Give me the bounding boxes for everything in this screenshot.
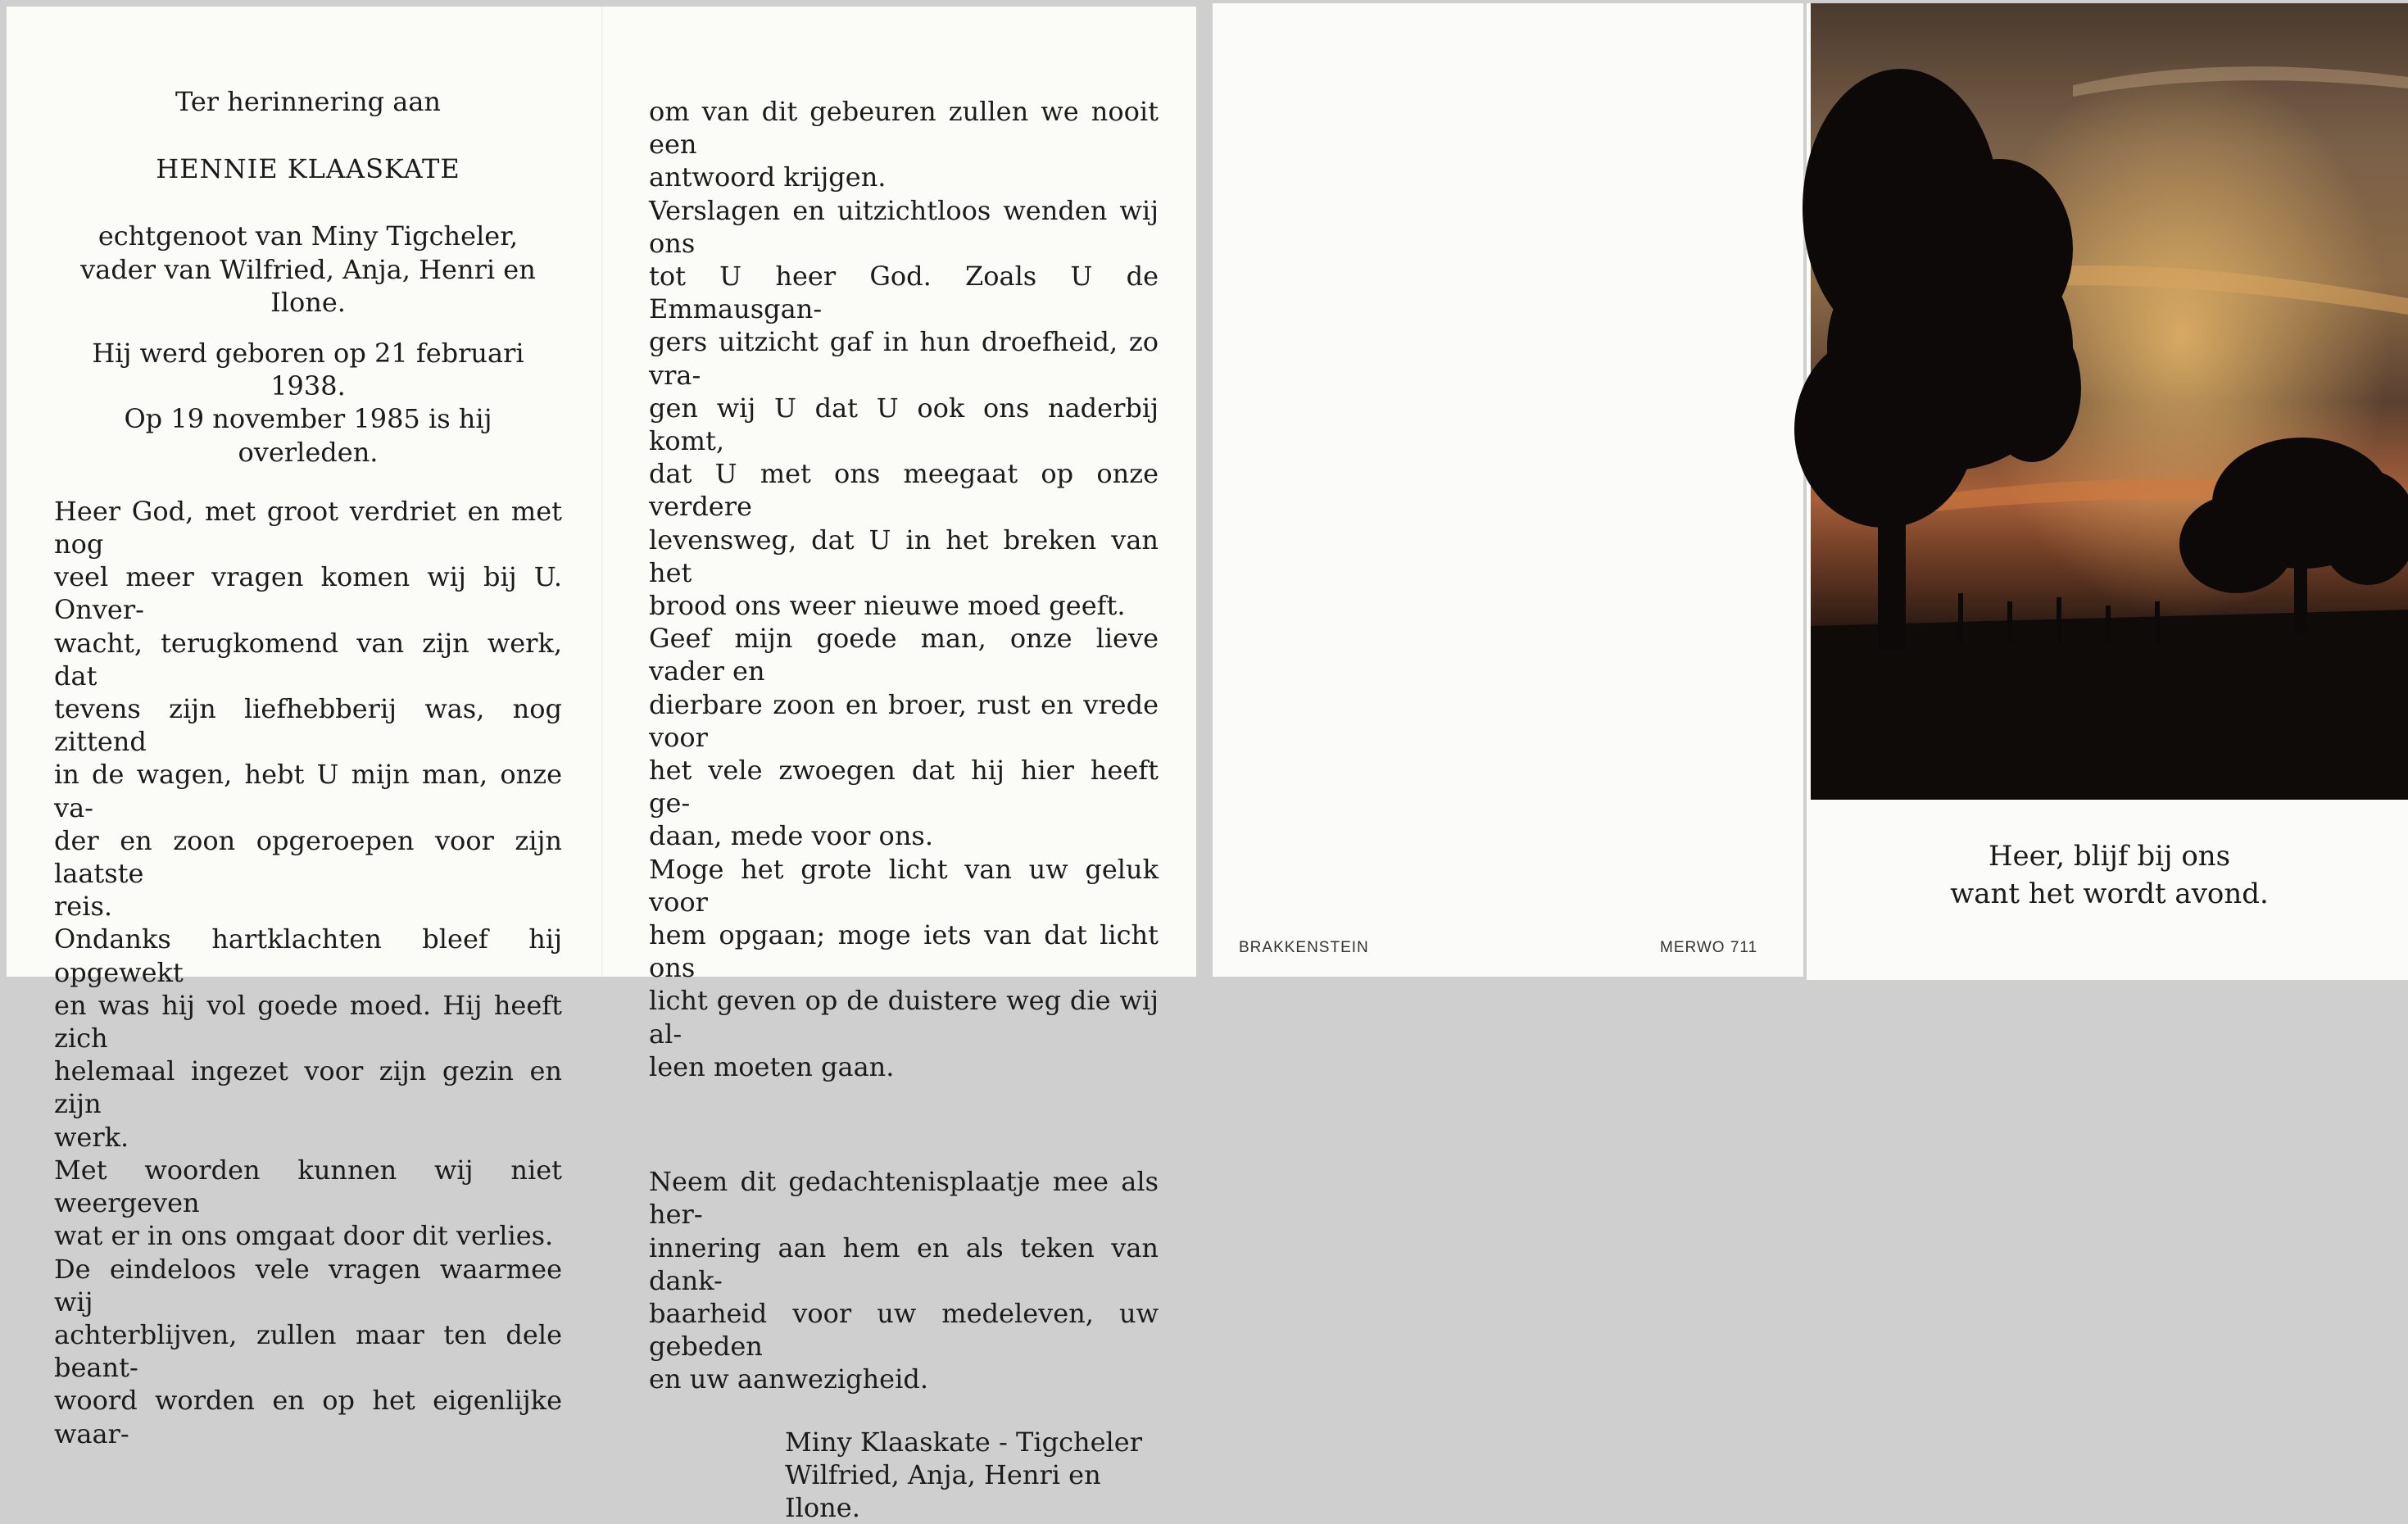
text-line: wacht, terugkomend van zijn werk, dat [54, 627, 562, 692]
text-line: en uw aanwezigheid. [649, 1363, 928, 1395]
text-line: leen moeten gaan. [649, 1050, 895, 1082]
text-line: der en zoon opgeroepen voor zijn laatste [54, 824, 562, 890]
text-line: daan, mede voor ons. [649, 820, 934, 852]
blank-back-panel [1213, 3, 1803, 977]
text-line: Verslagen en uitzichtloos wenden wij ons [649, 194, 1159, 259]
text-line: Met woorden kunnen wij niet weergeven [54, 1154, 562, 1219]
closing-paragraph [649, 1165, 1159, 1395]
text-spread [7, 7, 1196, 1523]
text-line: gers uitzicht gaf in hun droefheid, zo vra- [649, 326, 1159, 391]
text-line: baarheid voor uw medeleven, uw gebeden [649, 1297, 1159, 1363]
text-line: achterblijven, zullen maar ten dele beant- [54, 1318, 562, 1384]
publisher-label: BRAKKENSTEIN [1239, 939, 1369, 956]
relation-line-1: echtgenoot van Miny Tigcheler, [97, 220, 519, 252]
text-line: het vele zwoegen dat hij hier heeft ge- [649, 755, 1159, 819]
text-line: tot U heer God. Zoals U de Emmausgan- [649, 261, 1159, 325]
text-line: in de wagen, hebt U mijn man, onze va- [54, 759, 562, 823]
signature-line-1: Miny Klaaskate - Tigcheler [785, 1426, 1142, 1458]
intro-text: Ter herinnering aan [175, 86, 442, 117]
text-line: innering aan hem en als teken van dank- [649, 1231, 1159, 1296]
text-line: Ondanks hartklachten bleef hij opgewekt [54, 923, 562, 988]
text-line: Moge het grote licht van uw geluk voor [649, 853, 1159, 918]
left-column [54, 85, 562, 1450]
caption-line-2: want het wordt avond. [1950, 878, 2269, 910]
text-line: tevens zijn liefhebberij was, nog zittend [54, 693, 562, 758]
text-line: hem opgaan; moge iets van dat licht ons [649, 919, 1159, 984]
text-line: dierbare zoon en broer, rust en vrede voor [649, 688, 1159, 753]
death-line: Op 19 november 1985 is hij overleden. [124, 403, 492, 468]
prayer-left [54, 495, 562, 1450]
deceased-name: HENNIE KLAASKATE [156, 153, 460, 185]
text-line: brood ons weer nieuwe moed geeft. [649, 590, 1126, 622]
text-line: en was hij vol goede moed. Hij heeft zich [54, 989, 562, 1055]
fold-line [601, 7, 603, 977]
text-line: om van dit gebeuren zullen we nooit een [649, 96, 1159, 161]
front-panel [1807, 3, 2408, 980]
text-line: wat er in ons omgaat door dit verlies. [54, 1220, 554, 1252]
text-line: antwoord krijgen. [649, 161, 887, 193]
text-line: woord worden en op het eigenlijke waar- [54, 1385, 562, 1449]
relation-line-2: vader van Wilfried, Anja, Henri en Ilone. [80, 253, 536, 318]
text-line: veel meer vragen komen wij bij U. Onver- [54, 561, 562, 626]
caption [1811, 837, 2408, 913]
signature-block [649, 1426, 1159, 1524]
text-line: helemaal ingezet voor zijn gezin en zijn [54, 1055, 562, 1120]
text-line: levensweg, dat U in het breken van het [649, 524, 1159, 588]
text-line: De eindeloos vele vragen waarmee wij [54, 1253, 562, 1318]
right-column [649, 95, 1159, 1524]
text-line: Neem dit gedachtenisplaatje mee als her- [649, 1166, 1159, 1231]
signature-line-2: Wilfried, Anja, Henri en Ilone. [785, 1458, 1101, 1523]
text-line: Geef mijn goede man, onze lieve vader en [649, 623, 1159, 687]
text-line: werk. [54, 1121, 129, 1153]
text-line: Heer God, met groot verdriet en met nog [54, 495, 562, 560]
text-line: dat U met ons meegaat op onze verdere [649, 458, 1159, 523]
text-line: reis. [54, 891, 113, 923]
product-code: MERWO 711 [1660, 939, 1758, 956]
birth-line: Hij werd geboren op 21 februari 1938. [92, 338, 524, 402]
sunset-trees-photo [1811, 3, 2408, 800]
text-line: licht geven op de duistere weg die wij al- [649, 985, 1159, 1050]
caption-line-1: Heer, blijf bij ons [1988, 840, 2231, 873]
text-line: gen wij U dat U ook ons naderbij komt, [649, 392, 1159, 457]
